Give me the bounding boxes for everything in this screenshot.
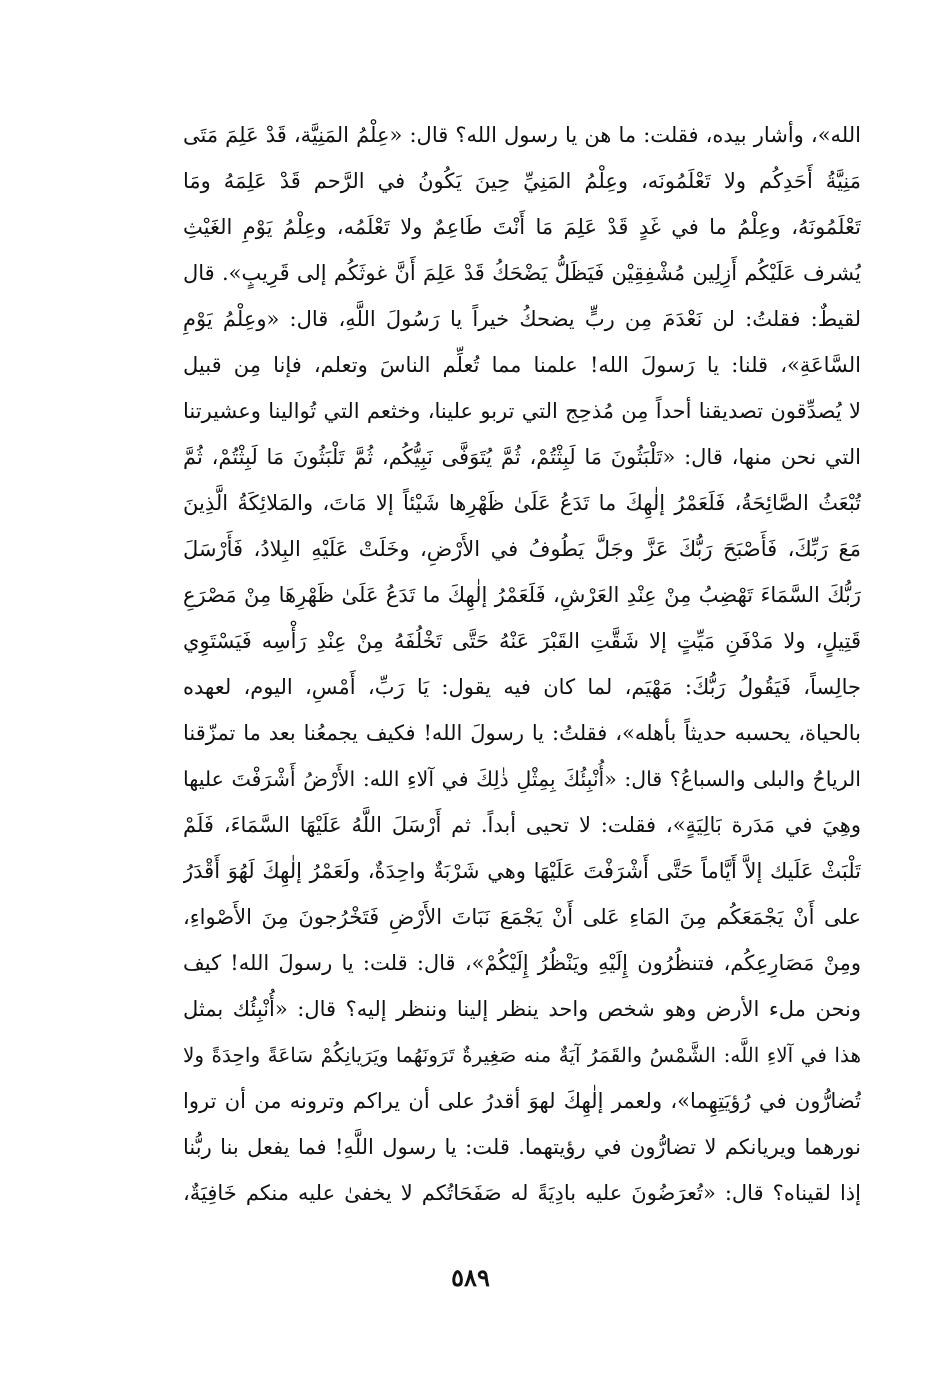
text-line: تَلْبَثْ عَلَيك إلاَّ أَيَّاماً حَتَّى أَشْرَفْتَ عَلَيْهَا وهي شَرْبَةٌ واحِدَةٌ، ولَعَمْرُ إلٰهِكَ لَهُوَ أَقْدَرُ — [183, 859, 861, 883]
text-line: مَعَ رَبِّكَ، فَأَصْبَحَ رَبُّكَ عَزَّ وجَلَّ يَطُوفُ في الأَرْضِ، وخَلَتْ عَلَيْهِ البِلادُ، فَأَرْسَلَ — [183, 537, 861, 561]
text-line: هذا في آلاءِ اللَّه: الشَّمْسُ والقَمَرُ آيَةٌ منه صَغِيرةٌ تَرَونَهُما ويَرَيانِكُمْ سَاعَةً واحِدَةً ولا — [183, 1043, 861, 1067]
text-line: يُشرف عَلَيْكُم أَزِلِين مُشْفِقِيْن فَيَظَلُّ يَضْحَكُ قَدْ عَلِمَ أَنَّ غوثَكُم إلى قَرِيبٍ». قال — [183, 261, 861, 285]
text-line: ونحن ملء الأرض وهو شخص واحد ينظر إلينا وننظر إليه؟ قال: «أُنْبِئُك بمثل — [183, 997, 861, 1021]
text-line: جالِساً، فَيَقُولُ رَبُّكَ: مَهْيَم، لما كان فيه يقول: يَا رَبِّ، أَمْسِ، اليوم، لعهده — [183, 675, 861, 699]
text-line: بالحياة، يحسبه حديثاً بأهله»، فقلتُ: يا رسولَ الله! فكيف يجمعُنا بعد ما تمزّقنا — [183, 721, 861, 745]
text-line: مَنِيَّةُ أَحَدِكُم ولا تَعْلَمُونَه، وعِلْمُ المَنِيِّ حِينَ يَكُونُ في الرَّحم قَدْ عَلِمَهُ ومَا — [183, 169, 861, 193]
text-line: إذا لقيناه؟ قال: «تُعرَضُونَ عليه بادِيَةً له صَفَحَاتُكم لا يخفىٰ عليه منكم خَافِيَةٌ، — [183, 1181, 861, 1205]
text-line: الله»، وأشار بيده، فقلت: ما هن يا رسول الله؟ قال: «عِلْمُ المَنِيَّة، قَدْ عَلِمَ مَتَى — [183, 123, 861, 147]
text-line: وهِيَ في مَدَرة بَالِيَةٍ»، فقلت: لا تحيى أبداً. ثم أَرْسَلَ اللَّهُ عَلَيْهَا السَّمَاءَ، فَلَمْ — [183, 813, 861, 837]
text-line: تُبْعَثُ الصَّائِحَةُ، فَلَعَمْرُ إلٰهِكَ ما تَدَعُ عَلَىٰ ظَهْرِها شَيْئاً إلا مَاتَ، والمَلائِكَةُ الَّذِينَ — [183, 491, 861, 515]
text-line: الرياحُ والبلى والسباعُ؟ قال: «أُنْبِئُكَ بِمِثْلِ ذٰلِكَ في آلاءِ الله: الأَرْضُ أَشْرَفْتَ عليها — [183, 767, 861, 791]
text-line: السَّاعَةِ»، قلنا: يا رَسولَ الله! علمنا مما تُعلِّم الناسَ وتعلم، فإنا مِن قبيل — [183, 353, 861, 377]
text-line: تَعْلَمُونَهُ، وعِلْمُ ما في غَدٍ قَدْ عَلِمَ مَا أَنْتَ طَاعِمٌ ولا تَعْلَمُه، وعِلْمُ يَوْمِ الغَيْثِ — [183, 215, 861, 239]
text-line: ومِنْ مَصَارِعِكُم، فتنظُرُون إِلَيْهِ ويَنْظُرُ إِلَيْكُمْ»، قال: قلت: يا رسولَ الله! كيف — [183, 951, 861, 975]
text-line: لا يُصدِّقون تصديقنا أحداً مِن مُذحِج التي تربو علينا، وخثعم التي تُوالينا وعشيرتنا — [183, 399, 861, 423]
text-line: تُضارُّون في رُؤيَتِهِما»، ولعمر إلٰهِكَ لهوَ أقدرُ على أن يراكم وترونه من أن تروا — [183, 1089, 861, 1113]
text-line: التي نحن منها، قال: «تَلْبَثُونَ مَا لَبِثْتُمْ، ثُمَّ يُتَوَفَّى نَبِيُّكُم، ثُمَّ تَلْبَثُونَ مَا لَبِثْتُمْ، ثُمَّ — [183, 445, 861, 469]
text-line: رَبُّكَ السَّمَاءَ تَهْضِبُ مِنْ عِنْدِ العَرْشِ، فَلَعَمْرُ إلٰهِكَ ما تَدَعُ عَلَىٰ ظَهْرِهَا مِنْ مَصْرَعِ — [183, 583, 861, 607]
text-line: نورهما ويريانكم لا تضارُّون في رؤيتهما. قلت: يا رسول اللَّهِ! فما يفعل بنا ربُّنا — [183, 1135, 861, 1159]
text-line: قَتِيلٍ، ولا مَدْفَنِ مَيِّتٍ إلا شَقَّتِ القَبْرَ عَنْهُ حَتَّى تَخْلُفَهُ مِنْ عِنْدِ رَأْسِه فَيَسْتَوِي — [183, 629, 861, 653]
text-line: لقيطٌ: فقلتُ: لن نَعْدَمَ مِن ربٍّ يضحكُ خيراً يا رَسُولَ اللَّهِ، قال: «وعِلْمُ يَوْمِ — [183, 307, 861, 331]
page-number: ٥٨٩ — [451, 1263, 490, 1292]
page-body-text — [183, 112, 861, 1216]
text-line: على أَنْ يَجْمَعَكُم مِنَ المَاءِ عَلى أَنْ يَجْمَعَ نَبَاتَ الأَرْضِ فَتَخْرُجونَ مِنَ الأَصْواءِ، — [183, 905, 861, 929]
